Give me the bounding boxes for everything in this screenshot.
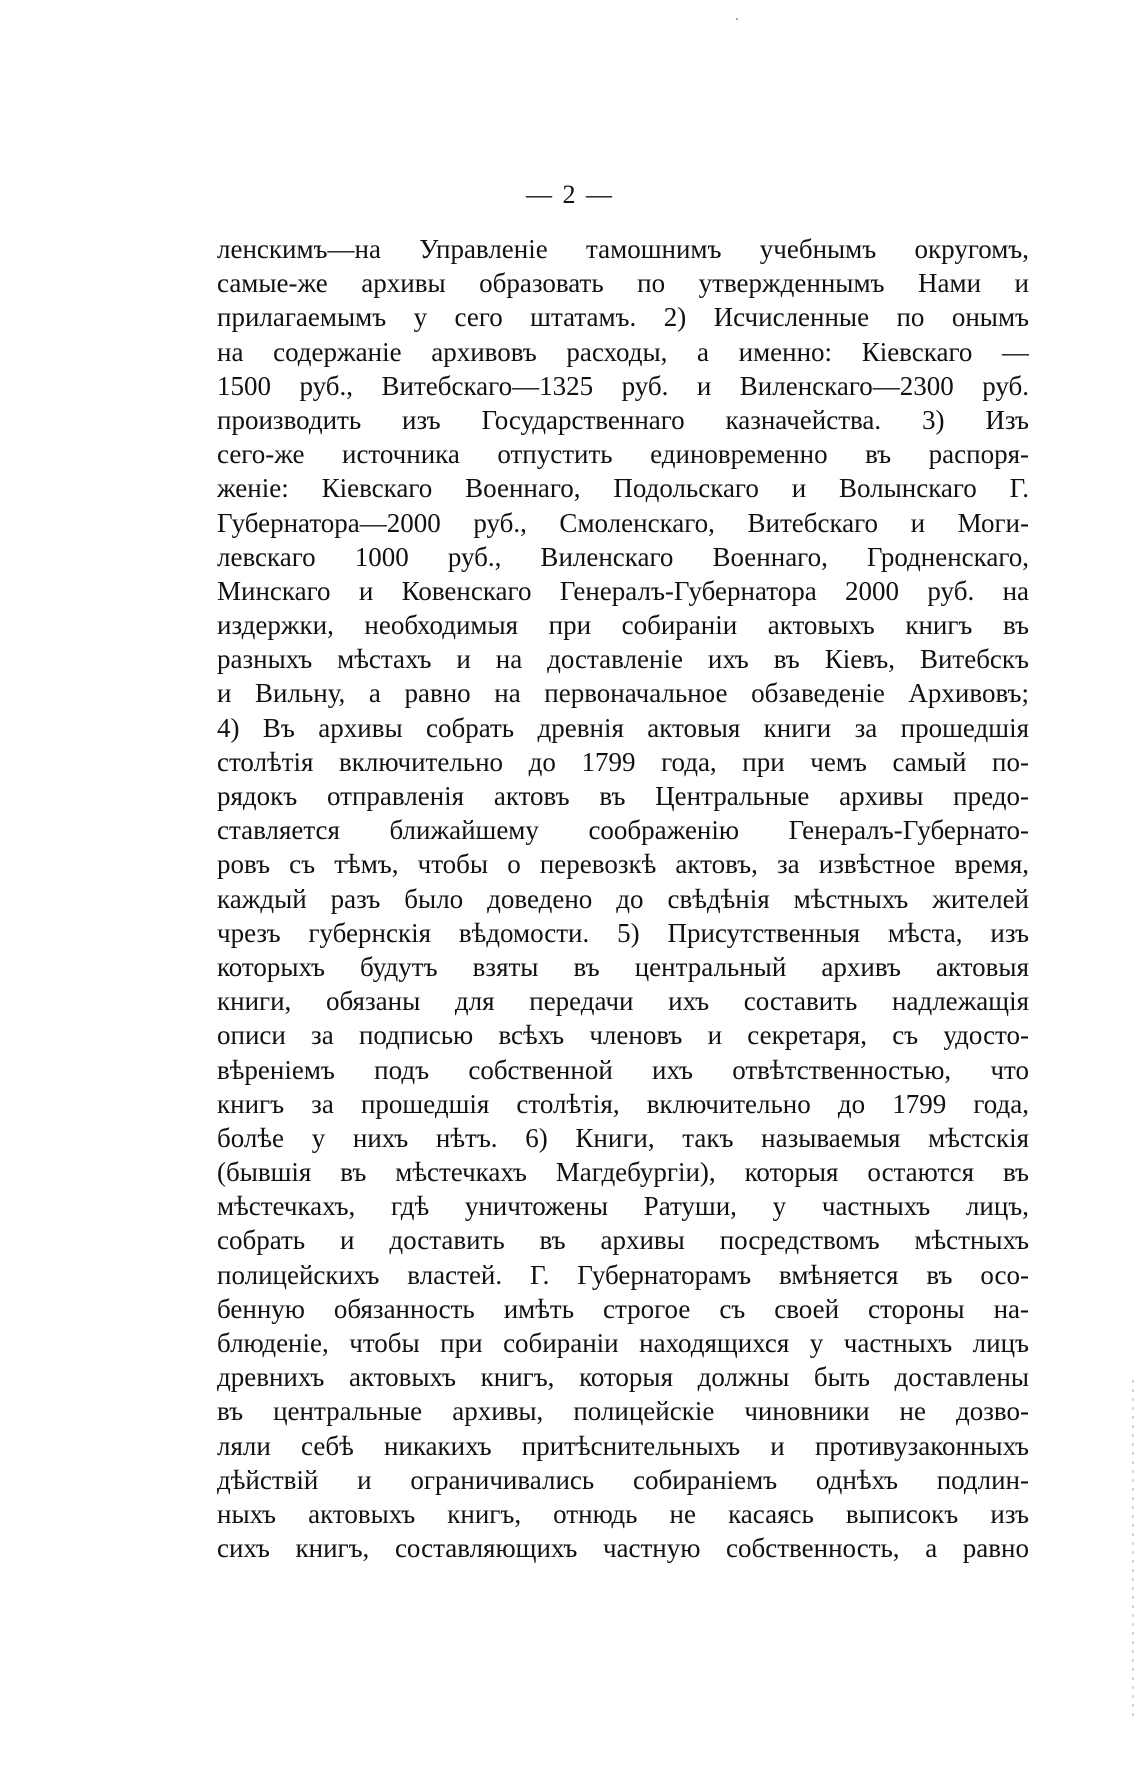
text-line: книги, обязаны для передачи ихъ составить надлежащія (217, 986, 1029, 1017)
text-line: рядокъ отправленія актовъ въ Центральные архивы предо- (217, 781, 1029, 811)
text-line: блюденіе, чтобы при собираніи находящихся у частныхъ лицъ (217, 1328, 1029, 1358)
text-line: ныхъ актовыхъ книгъ, отнюдь не касаясь выписокъ изъ (217, 1498, 1029, 1529)
text-line: полицейскихъ властей. Г. Губернаторамъ вмѣняется въ осо- (217, 1259, 1029, 1290)
text-line: самые-же архивы образовать по утвержденнымъ Нами и (217, 268, 1029, 299)
text-line: чрезъ губернскія вѣдомости. 5) Присутственныя мѣста, изъ (217, 917, 1029, 948)
text-line: каждый разъ было доведено до свѣдѣнія мѣстныхъ жителей (217, 883, 1029, 914)
text-line: 1500 руб., Витебскаго—1325 руб. и Виленскаго—2300 руб. (217, 370, 1029, 401)
scan-speck (736, 18, 738, 20)
text-line: издержки, необходимыя при собираніи актовыхъ книгъ въ (217, 610, 1029, 641)
text-line: которыхъ будутъ взяты въ центральный архивъ актовыя (217, 951, 1029, 982)
text-line: мѣстечкахъ, гдѣ уничтожены Ратуши, у частныхъ лицъ, (217, 1191, 1029, 1222)
text-line: ленскимъ—на Управленіе тамошнимъ учебнымъ округомъ, (217, 234, 1029, 264)
text-line: (бывшія въ мѣстечкахъ Магдебургіи), которыя остаются въ (217, 1157, 1029, 1188)
text-line: древнихъ актовыхъ книгъ, которыя должны быть доставлены (217, 1362, 1029, 1393)
text-line: собрать и доставить въ архивы посредствомъ мѣстныхъ (217, 1225, 1029, 1256)
text-line: женіе: Кіевскаго Военнаго, Подольскаго и Волынскаго Г. (217, 473, 1029, 504)
page-number: — 2 — (526, 180, 614, 209)
text-line: левскаго 1000 руб., Виленскаго Военнаго, Гродненскаго, (217, 541, 1029, 572)
text-line: столѣтія включительно до 1799 года, при чемъ самый по- (217, 746, 1029, 777)
text-line: сего-же источника отпустить единовременно въ распоря- (217, 439, 1029, 470)
text-line: дѣйствій и ограничивались собираніемъ однѣхъ подлин- (217, 1464, 1029, 1495)
text-line: Минскаго и Ковенскаго Генералъ-Губернатора 2000 руб. на (217, 575, 1029, 606)
text-line: въ центральные архивы, полицейскіе чиновники не дозво- (217, 1396, 1029, 1427)
text-line: прилагаемымъ у сего штатамъ. 2) Исчисленные по онымъ (217, 302, 1029, 333)
body-text (217, 232, 1029, 1565)
text-line: ляли себѣ никакихъ притѣснительныхъ и противузаконныхъ (217, 1430, 1029, 1461)
text-line: вѣреніемъ подъ собственной ихъ отвѣтственностью, что (217, 1054, 1029, 1085)
text-line: ставляется ближайшему соображенію Генералъ-Губернато- (217, 815, 1029, 846)
text-line: на содержаніе архивовъ расходы, а именно: Кіевскаго — (217, 336, 1029, 367)
text-line: описи за подписью всѣхъ членовъ и секретаря, съ удосто- (217, 1020, 1029, 1051)
text-line: разныхъ мѣстахъ и на доставленіе ихъ въ Кіевъ, Витебскъ (217, 644, 1029, 675)
text-line: производить изъ Государственнаго казначейства. 3) Изъ (217, 404, 1029, 435)
scan-edge-mark (1132, 1380, 1134, 1720)
text-line: 4) Въ архивы собрать древнія актовыя книги за прошедшія (217, 712, 1029, 743)
text-line: ровъ съ тѣмъ, чтобы о перевозкѣ актовъ, за извѣстное время, (217, 849, 1029, 880)
text-line: Губернатора—2000 руб., Смоленскаго, Витебскаго и Моги- (217, 507, 1029, 538)
text-line: сихъ книгъ, составляющихъ частную собственность, а равно (217, 1533, 1029, 1564)
text-line: и Вильну, а равно на первоначальное обзаведеніе Архивовъ; (217, 678, 1029, 709)
text-line: книгъ за прошедшія столѣтія, включительно до 1799 года, (217, 1088, 1029, 1119)
text-line: бенную обязанность имѣть строгое съ своей стороны на- (217, 1293, 1029, 1324)
text-line: болѣе у нихъ нѣтъ. 6) Книги, такъ называемыя мѣстскія (217, 1122, 1029, 1153)
